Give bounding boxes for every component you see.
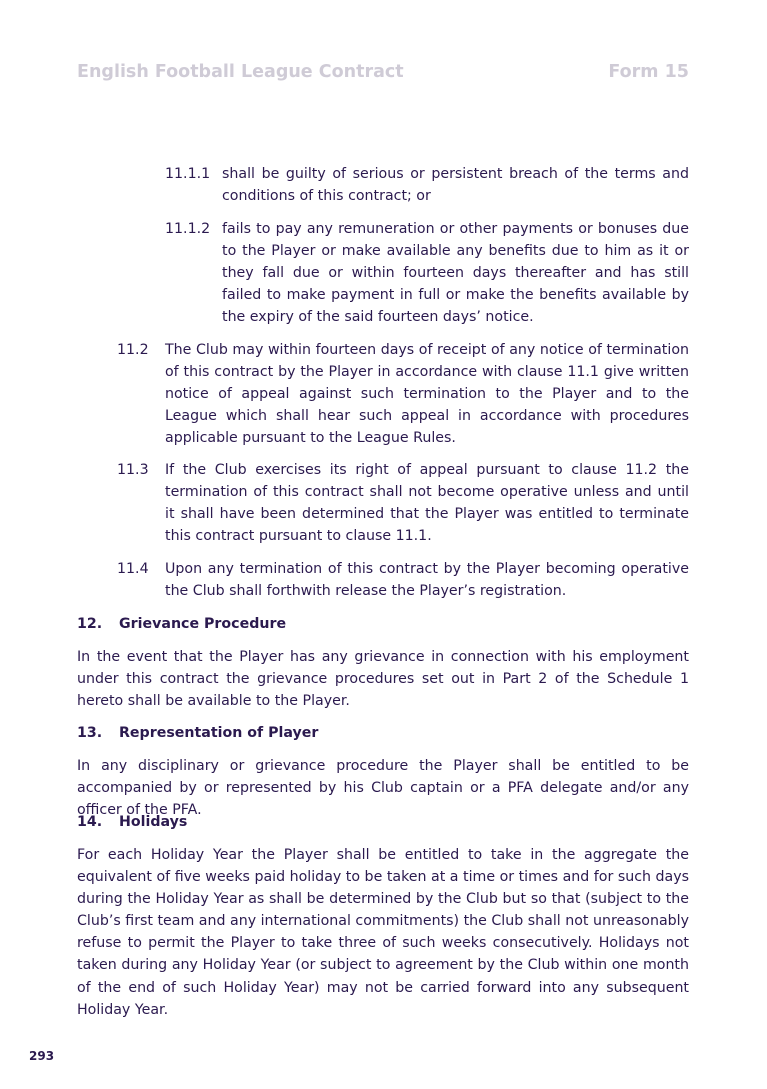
section-title: Representation of Player (119, 725, 319, 741)
clause-text: Upon any termination of this contract by the Player becoming operative the Club shall forthwith release the Player’s registration. (165, 561, 689, 600)
section-12-text: In the event that the Player has any grievance in connection with his employment under this contract the grievance procedures set out in Part 2 of the Schedule 1 hereto shall be available to the Player. (77, 649, 689, 710)
clause-text: shall be guilty of serious or persistent breach of the terms and conditions of this contract; or (222, 166, 689, 205)
document-title: English Football League Contract (77, 62, 404, 82)
clause-number: 11.1.2 (165, 221, 211, 237)
clause-text: The Club may within fourteen days of receipt of any notice of termination of this contract by the Player in accordance with clause 11.1 give written notice of appeal against such termination to the Player and to the League which shall hear such appeal in accordance with procedures applicable pursuant to the League Rules. (165, 342, 689, 447)
clause-number: 11.2 (117, 342, 149, 358)
section-title: Grievance Procedure (119, 616, 287, 632)
page-number: 293 (29, 1049, 55, 1063)
section-14-text: For each Holiday Year the Player shall be entitled to take in the aggregate the equivalent of five weeks paid holiday to be taken at a time or times and for such days during the Holiday Year as shall be determined by the Club but so that (subject to the Club’s first team and any international commitments) the Club shall not unreasonably refuse to permit the Player to take three of such weeks consecutively. Holidays not taken during any Holiday Year (or subject to agreement by the Club within one month of the end of such Holiday Year) may not be carried forward into any subsequent Holiday Year. (77, 847, 689, 1018)
section-number: 14. (77, 814, 103, 830)
section-number: 12. (77, 616, 103, 632)
section-13-text: In any disciplinary or grievance procedure the Player shall be entitled to be accompanied by or represented by his Club captain or a PFA delegate and/or any officer of the PFA. (77, 758, 689, 819)
clause-number: 11.3 (117, 462, 149, 478)
clause-text: fails to pay any remuneration or other payments or bonuses due to the Player or make available any benefits due to him as it or they fall due or within fourteen days thereafter and has still failed to make payment in full or make the benefits available by the expiry of the said fourteen days’ notice. (222, 221, 689, 326)
clause-text: If the Club exercises its right of appeal pursuant to clause 11.2 the termination of this contract shall not become operative unless and until it shall have been determined that the Player was entitled to terminate this contract pursuant to clause 11.1. (165, 462, 689, 545)
section-number: 13. (77, 725, 103, 741)
page-header (77, 62, 689, 88)
section-title: Holidays (119, 814, 188, 830)
form-number: Form 15 (608, 62, 689, 82)
clause-number: 11.1.1 (165, 166, 211, 182)
clause-number: 11.4 (117, 561, 149, 577)
